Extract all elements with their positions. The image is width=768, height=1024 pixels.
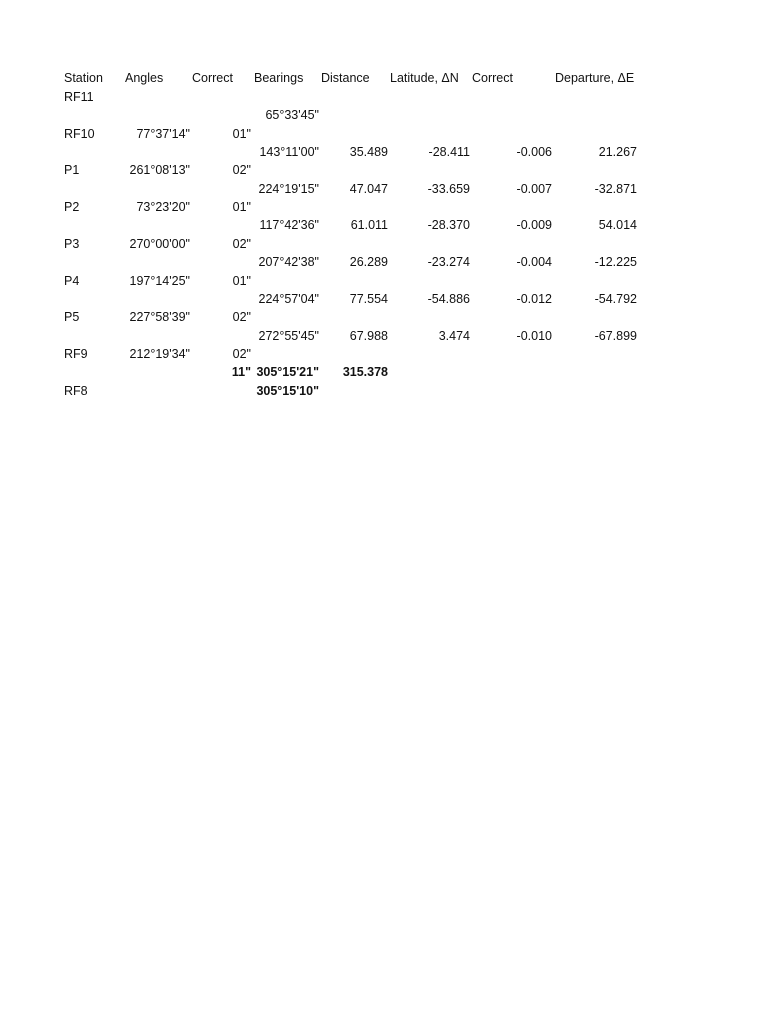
table-row — [0, 143, 768, 161]
bearing-cell — [236, 308, 319, 326]
bearing-cell — [236, 125, 319, 143]
angles-cell: 270°00'00" — [129, 236, 190, 251]
station-cell: RF8 — [64, 383, 88, 398]
latitude-correction-cell — [480, 382, 552, 400]
table-row — [0, 88, 768, 106]
angles-cell — [100, 327, 190, 345]
correct-cell: 02" — [232, 163, 251, 178]
departure-cell — [550, 125, 637, 143]
correct-cell: 02" — [232, 236, 251, 251]
header-bearings: Bearings — [254, 71, 304, 85]
angles-cell — [100, 382, 190, 400]
table-row — [0, 198, 768, 216]
latitude-cell — [390, 106, 470, 124]
header-station: Station — [64, 71, 103, 85]
latitude-cell — [390, 272, 470, 290]
departure-cell: 54.014 — [598, 218, 637, 233]
table-row — [0, 106, 768, 124]
latitude-cell: -28.370 — [427, 218, 470, 233]
distance-cell — [320, 345, 388, 363]
departure-cell — [550, 382, 637, 400]
departure-cell: 21.267 — [598, 145, 637, 160]
angles-cell — [100, 290, 190, 308]
angles-cell — [100, 253, 190, 271]
latitude-correction-cell: -0.007 — [516, 181, 552, 196]
latitude-correction-cell — [480, 272, 552, 290]
header-correct: Correct — [192, 71, 233, 85]
distance-cell — [320, 198, 388, 216]
distance-cell — [320, 382, 388, 400]
correct-cell: 11" — [231, 365, 251, 380]
correct-cell: 02" — [232, 346, 251, 361]
distance-cell: 315.378 — [342, 365, 388, 380]
latitude-correction-cell — [480, 198, 552, 216]
bearing-cell: 143°11'00" — [259, 145, 319, 160]
table-row — [0, 125, 768, 143]
station-cell: P1 — [64, 163, 80, 178]
latitude-cell: -33.659 — [427, 181, 470, 196]
departure-cell: -32.871 — [594, 181, 637, 196]
correct-cell: 01" — [232, 200, 251, 215]
departure-cell: -54.792 — [594, 291, 637, 306]
departure-cell — [550, 345, 637, 363]
angles-cell: 73°23'20" — [136, 200, 190, 215]
table-row — [0, 382, 768, 400]
latitude-cell — [390, 198, 470, 216]
correct-cell: 01" — [232, 273, 251, 288]
latitude-cell: -54.886 — [427, 291, 470, 306]
distance-cell — [320, 161, 388, 179]
bearing-cell: 224°57'04" — [258, 291, 319, 306]
bearing-cell — [236, 88, 319, 106]
latitude-cell — [390, 88, 470, 106]
distance-cell — [320, 106, 388, 124]
distance-cell — [320, 235, 388, 253]
departure-cell: -67.899 — [594, 328, 637, 343]
distance-cell: 61.011 — [350, 218, 388, 233]
distance-cell — [320, 88, 388, 106]
latitude-cell: -23.274 — [427, 255, 470, 270]
distance-cell: 47.047 — [349, 181, 388, 196]
latitude-correction-cell — [480, 363, 552, 381]
angles-cell — [100, 88, 190, 106]
angles-cell — [100, 106, 190, 124]
distance-cell — [320, 125, 388, 143]
angles-cell: 77°37'14" — [136, 126, 190, 141]
latitude-correction-cell — [480, 161, 552, 179]
latitude-correction-cell: -0.009 — [516, 218, 552, 233]
header-correct-2: Correct — [472, 71, 513, 85]
latitude-correction-cell — [480, 106, 552, 124]
distance-cell: 26.289 — [349, 255, 388, 270]
latitude-cell: 3.474 — [438, 328, 470, 343]
correct-cell: 02" — [232, 310, 251, 325]
bearing-cell: 65°33'45" — [265, 108, 319, 123]
departure-cell — [550, 308, 637, 326]
angles-cell: 227°58'39" — [129, 310, 190, 325]
distance-cell — [320, 308, 388, 326]
station-cell: RF11 — [64, 90, 94, 104]
angles-cell — [100, 363, 190, 381]
bearing-cell — [236, 345, 319, 363]
bearing-cell: 207°42'38" — [258, 255, 319, 270]
table-row — [0, 161, 768, 179]
bearing-cell — [236, 272, 319, 290]
latitude-cell: -28.411 — [428, 145, 470, 160]
latitude-cell — [390, 235, 470, 253]
header-row — [0, 69, 768, 87]
departure-cell — [550, 198, 637, 216]
angles-cell: 212°19'34" — [129, 346, 190, 361]
latitude-correction-cell — [480, 345, 552, 363]
distance-cell — [320, 272, 388, 290]
departure-cell — [550, 88, 637, 106]
angles-cell: 197°14'25" — [129, 273, 190, 288]
departure-cell — [550, 272, 637, 290]
bearing-cell — [236, 235, 319, 253]
table-row — [0, 308, 768, 326]
header-departure: Departure, ΔE — [555, 71, 635, 85]
table-row — [0, 327, 768, 345]
latitude-cell — [390, 161, 470, 179]
station-cell: P5 — [64, 310, 80, 325]
table-row — [0, 216, 768, 234]
header-distance: Distance — [321, 71, 370, 85]
bearing-cell: 224°19'15" — [258, 181, 319, 196]
bearing-cell — [236, 161, 319, 179]
latitude-cell — [390, 308, 470, 326]
latitude-correction-cell: -0.004 — [516, 255, 552, 270]
angles-cell — [100, 216, 190, 234]
bearing-cell — [236, 198, 319, 216]
bearing-cell: 305°15'10" — [256, 383, 319, 398]
latitude-cell — [390, 345, 470, 363]
distance-cell: 77.554 — [349, 291, 388, 306]
station-cell: RF10 — [64, 126, 95, 141]
table-row — [0, 272, 768, 290]
table-row — [0, 235, 768, 253]
header-angles: Angles — [125, 71, 164, 85]
latitude-correction-cell — [480, 88, 552, 106]
latitude-cell — [390, 363, 470, 381]
bearing-cell: 305°15'21" — [256, 365, 319, 380]
station-cell: RF9 — [64, 346, 88, 361]
distance-cell: 35.489 — [349, 145, 388, 160]
station-cell: P3 — [64, 236, 80, 251]
departure-cell — [550, 235, 637, 253]
table-row — [0, 290, 768, 308]
latitude-correction-cell — [480, 308, 552, 326]
table-row — [0, 180, 768, 198]
latitude-correction-cell — [480, 125, 552, 143]
bearing-cell: 272°55'45" — [258, 328, 319, 343]
bearing-cell: 117°42'36" — [259, 218, 319, 233]
angles-cell — [100, 143, 190, 161]
station-cell: P4 — [64, 273, 80, 288]
latitude-correction-cell: -0.006 — [516, 145, 552, 160]
latitude-cell — [390, 125, 470, 143]
station-cell: P2 — [64, 200, 80, 215]
departure-cell — [550, 161, 637, 179]
departure-cell — [550, 106, 637, 124]
correct-cell: 01" — [232, 126, 251, 141]
distance-cell: 67.988 — [349, 328, 388, 343]
angles-cell — [100, 180, 190, 198]
departure-cell — [550, 363, 637, 381]
angles-cell: 261°08'13" — [129, 163, 190, 178]
latitude-correction-cell: -0.012 — [516, 291, 552, 306]
table-row — [0, 345, 768, 363]
latitude-correction-cell — [480, 235, 552, 253]
table-row — [0, 363, 768, 381]
table-row — [0, 253, 768, 271]
latitude-cell — [390, 382, 470, 400]
header-latitude: Latitude, ΔN — [390, 71, 459, 85]
departure-cell: -12.225 — [594, 255, 637, 270]
latitude-correction-cell: -0.010 — [516, 328, 552, 343]
